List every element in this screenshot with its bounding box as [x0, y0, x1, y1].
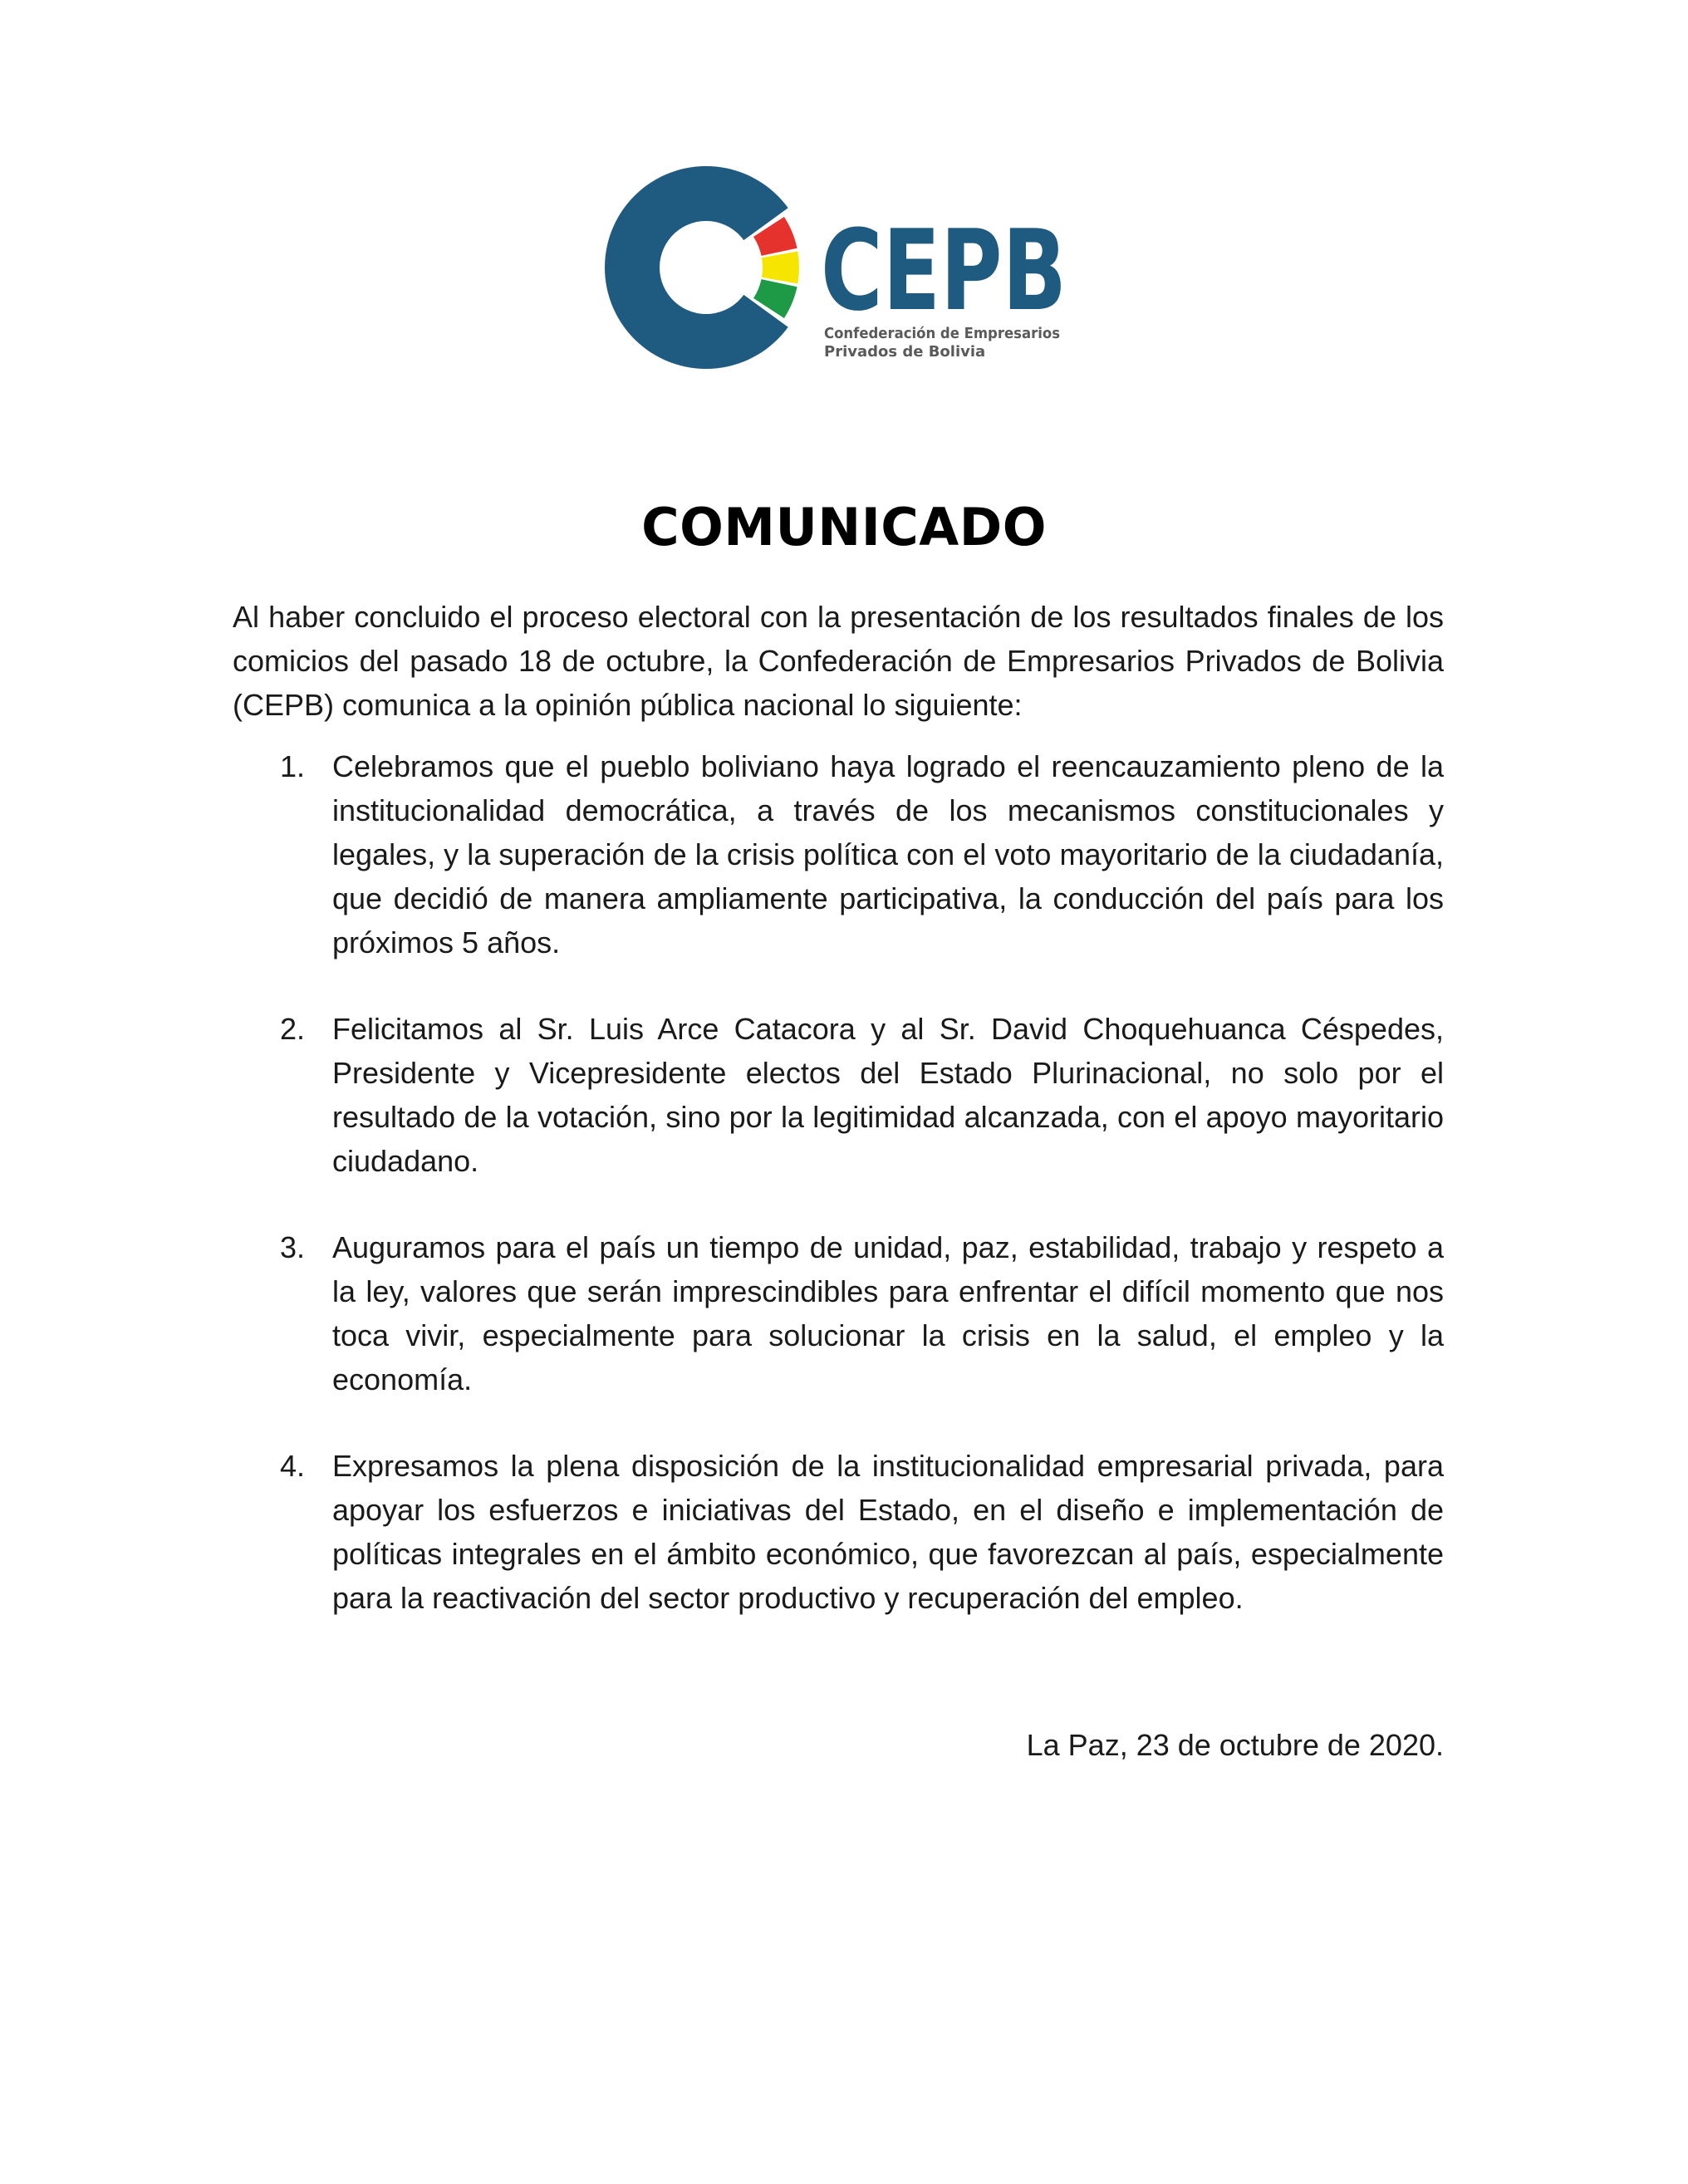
item-text: Celebramos que el pueblo boliviano haya logrado el reencauzamiento pleno de la institucionalidad democrática, a través de los mecanismos constitucionales y legales, y la superación de la crisis política con el voto mayoritario de la ciudadanía, que decidió de manera ampliamente participativa, la conducción del país para los próximos 5 años.	[332, 749, 1444, 959]
item-number: 1.	[280, 749, 306, 783]
cepb-logo-graphic	[605, 161, 1070, 374]
statement-item-4	[233, 1444, 1444, 1620]
item-text: Felicitamos al Sr. Luis Arce Catacora y al Sr. David Choquehuanca Céspedes, Presidente y Vicepresidente electos del Estado Plurinacional, no solo por el resultado de la votación, sino por la legitimidad alcanzada, con el apoyo mayoritario ciudadano.	[332, 1012, 1444, 1178]
item-text: Auguramos para el país un tiempo de unidad, paz, estabilidad, trabajo y respeto a la ley, valores que serán imprescindibles para enfrentar el difícil momento que nos toca vivir, especialmente para solucionar la crisis en la salud, el empleo y la economía.	[332, 1230, 1444, 1396]
logo-subtitle-line1: Confederación de Empresarios	[824, 325, 1060, 342]
item-number: 3.	[280, 1230, 306, 1264]
logo-subtitle-line2: Privados de Bolivia	[824, 343, 986, 361]
cepb-logo	[605, 161, 1070, 374]
statement-item-1	[233, 744, 1444, 964]
logo-acronym: CEPB	[821, 206, 1067, 336]
statement-item-2	[233, 1007, 1444, 1183]
logo-ring	[605, 166, 788, 369]
statement-list	[233, 744, 1444, 1662]
document-title: COMUNICADO	[641, 497, 1047, 557]
intro-paragraph: Al haber concluido el proceso electoral con la presentación de los resultados finales de los comicios del pasado 18 de octubre, la Confederación de Empresarios Privados de Bolivia (CEPB) comunica a la opinión pública nacional lo siguiente:	[233, 600, 1444, 722]
item-number: 4.	[280, 1449, 306, 1483]
item-text: Expresamos la plena disposición de la institucionalidad empresarial privada, para apoyar los esfuerzos e iniciativas del Estado, en el diseño e implementación de políticas integrales en el ámbito económico, que favorezcan al país, especialmente para la reactivación del sector productivo y recuperación del empleo.	[332, 1449, 1444, 1615]
statement-item-3	[233, 1225, 1444, 1401]
item-number: 2.	[280, 1012, 306, 1046]
place-date-signature: La Paz, 23 de octubre de 2020.	[1026, 1728, 1444, 1762]
logo-wedge-yellow	[762, 252, 799, 284]
